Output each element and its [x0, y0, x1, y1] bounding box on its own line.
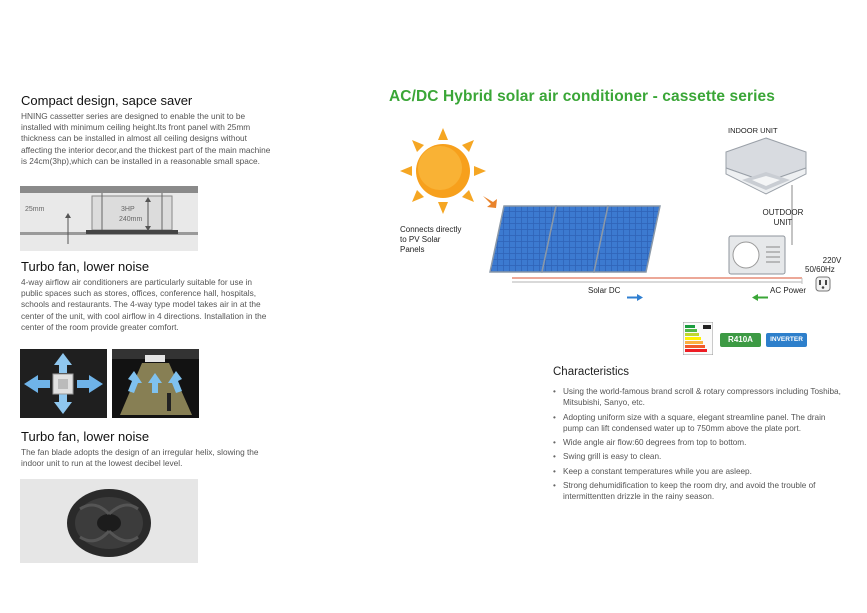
four-way-airflow-image — [20, 349, 107, 418]
power-socket-icon — [815, 276, 831, 292]
inverter-badge: INVERTER — [766, 333, 807, 347]
ac-power-arrow-icon — [752, 288, 768, 295]
characteristic-item: • Strong dehumidification to keep the room dry, and avoid the trouble of intermittentten drizzle in the rainy season. — [553, 480, 843, 503]
characteristic-item: • Using the world-famous brand scroll & rotary compressors including Toshiba, Mitsubishi, Sanyo, etc. — [553, 386, 843, 409]
characteristics-list — [553, 386, 843, 506]
solar-dc-arrow-icon — [627, 288, 643, 295]
diagram-label-model: 3HP — [121, 206, 135, 213]
characteristics-heading: Characteristics — [553, 366, 630, 378]
energy-rating-icon — [683, 322, 713, 355]
turbo-fan-heading-1: Turbo fan, lower noise — [21, 259, 150, 274]
page-title: AC/DC Hybrid solar air conditioner - cassette series — [389, 88, 775, 105]
turbo-fan-image — [20, 479, 198, 563]
indoor-unit-label: INDOOR UNIT — [728, 126, 778, 135]
outdoor-unit-line-2: UNIT — [773, 218, 793, 227]
pv-connect-note — [400, 225, 461, 255]
characteristic-item: • Swing grill is easy to clean. — [553, 451, 843, 462]
diagram-label-height: 240mm — [119, 216, 143, 223]
compact-design-text: HNING cassetter series are designed to enable the unit to be installed with minimum ceiling height.Its front panel with 25mm thickness can be installed in almost all ceiling designs without affecting the interior decor,and the thickest part of the main machine is 24cm(3hp),which can be installed in a reasonable small space. — [21, 111, 271, 166]
characteristic-item: • Keep a constant temperatures while you are asleep. — [553, 466, 843, 477]
ceiling-installation-diagram — [20, 186, 198, 251]
outdoor-unit-label — [761, 208, 805, 228]
pv-connect-line-3: Panels — [400, 245, 425, 254]
r410a-badge: R410A — [720, 333, 761, 347]
outdoor-unit-line-1: OUTDOOR — [762, 208, 804, 217]
power-frequency: 50/60Hz — [805, 265, 835, 274]
outdoor-unit-image — [728, 235, 786, 275]
airflow-description-text: 4-way airflow air conditioners are particularly suitable for use in public spaces such as stores, offices, conference hall, hospitals, schools and restaurants. The 4-way type model takes air in at the center of the unit, with cool airflow in 4 directions. Installation in the center of the room provide greater comfort. — [21, 277, 267, 332]
solar-dc-label: Solar DC — [588, 286, 621, 295]
turbo-fan-heading-2: Turbo fan, lower noise — [21, 429, 150, 444]
sun-icon — [400, 128, 486, 214]
diagram-label-thickness: 25mm — [25, 206, 45, 213]
room-airflow-image — [112, 349, 199, 418]
fan-blade-text: The fan blade adopts the design of an irregular helix, slowing the indoor unit to run at the lowest decibel level. — [21, 447, 259, 469]
pv-connect-line-1: Connects directly — [400, 225, 462, 234]
solar-panels — [486, 200, 661, 278]
characteristic-item: • Wide angle air flow:60 degrees from top to bottom. — [553, 437, 843, 448]
compact-design-heading: Compact design, sapce saver — [21, 93, 193, 108]
indoor-cassette-unit-image — [720, 136, 812, 196]
characteristic-item: • Adopting uniform size with a square, elegant streamline panel. The drain pump can lift condensed water up to 750mm above the plate port. — [553, 412, 843, 435]
pv-connect-line-2: to PV Solar — [400, 235, 441, 244]
power-voltage: 220V — [822, 256, 842, 265]
ac-power-label: AC Power — [770, 286, 807, 295]
